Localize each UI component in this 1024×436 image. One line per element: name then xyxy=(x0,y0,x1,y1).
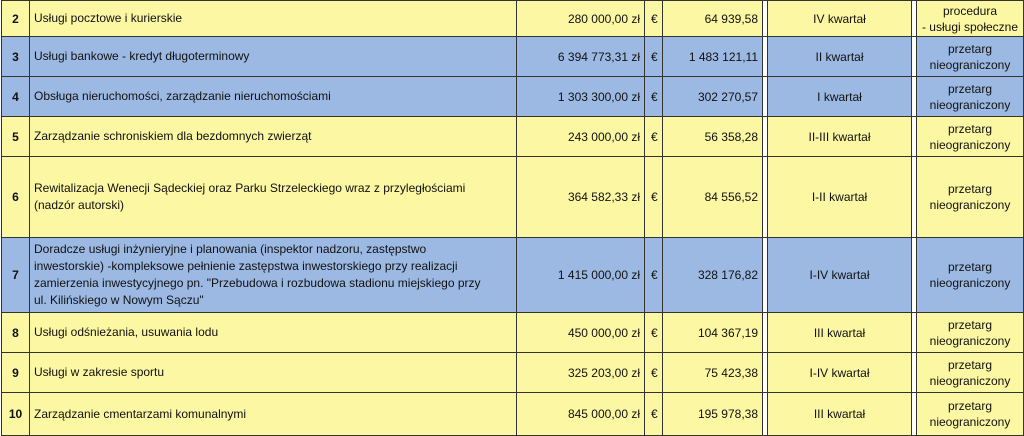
row-currency-symbol: € xyxy=(645,157,663,238)
row-number: 3 xyxy=(2,37,30,77)
row-procurement-mode: procedura - usługi społeczne xyxy=(917,1,1024,37)
row-amount-eur: 104 367,19 xyxy=(663,313,763,353)
row-currency-symbol: € xyxy=(645,117,663,157)
row-amount-pln: 364 582,33 zł xyxy=(517,157,645,238)
row-amount-eur: 328 176,82 xyxy=(663,238,763,313)
row-number: 6 xyxy=(2,157,30,238)
row-amount-pln: 1 303 300,00 zł xyxy=(517,77,645,117)
table-body xyxy=(2,1,1024,436)
table-row xyxy=(2,313,1024,353)
row-amount-pln: 845 000,00 zł xyxy=(517,393,645,436)
procurement-plan-table xyxy=(1,0,1024,436)
row-procurement-mode: przetarg nieograniczony xyxy=(917,238,1024,313)
row-procurement-mode: przetarg nieograniczony xyxy=(917,313,1024,353)
table-row xyxy=(2,157,1024,238)
row-quarter: II kwartał xyxy=(768,37,912,77)
row-quarter: I kwartał xyxy=(768,77,912,117)
row-description: Usługi bankowe - kredyt długoterminowy xyxy=(30,37,517,77)
row-description: Doradcze usługi inżynieryjne i planowania (inspektor nadzoru, zastępstwo inwestorskie) -kompleksowe pełnienie zastępstwa inwestorskiego przy realizacji zamierzenia inwestycyjnego pn. "Przebudowa i rozbudowa stadionu miejskiego przy ul. Kilińskiego w Nowym Sączu" xyxy=(30,238,517,313)
row-description: Zarządzanie cmentarzami komunalnymi xyxy=(30,393,517,436)
row-amount-pln: 450 000,00 zł xyxy=(517,313,645,353)
row-quarter: I-IV kwartał xyxy=(768,353,912,393)
row-description: Zarządzanie schroniskiem dla bezdomnych zwierząt xyxy=(30,117,517,157)
row-amount-pln: 1 415 000,00 zł xyxy=(517,238,645,313)
row-amount-eur: 64 939,58 xyxy=(663,1,763,37)
row-currency-symbol: € xyxy=(645,77,663,117)
row-amount-eur: 302 270,57 xyxy=(663,77,763,117)
row-currency-symbol: € xyxy=(645,238,663,313)
row-number: 10 xyxy=(2,393,30,436)
table-row xyxy=(2,1,1024,37)
row-amount-eur: 1 483 121,11 xyxy=(663,37,763,77)
row-amount-eur: 56 358,28 xyxy=(663,117,763,157)
row-procurement-mode: przetarg nieograniczony xyxy=(917,37,1024,77)
table-row xyxy=(2,393,1024,436)
row-currency-symbol: € xyxy=(645,37,663,77)
row-number: 4 xyxy=(2,77,30,117)
row-description: Usługi odśnieżania, usuwania lodu xyxy=(30,313,517,353)
table-row xyxy=(2,238,1024,313)
row-description: Rewitalizacja Wenecji Sądeckiej oraz Parku Strzeleckiego wraz z przyległościami (nadzór autorski) xyxy=(30,157,517,238)
row-currency-symbol: € xyxy=(645,1,663,37)
row-procurement-mode: przetarg nieograniczony xyxy=(917,353,1024,393)
table-row xyxy=(2,77,1024,117)
row-currency-symbol: € xyxy=(645,393,663,436)
row-currency-symbol: € xyxy=(645,353,663,393)
row-amount-pln: 243 000,00 zł xyxy=(517,117,645,157)
row-amount-eur: 195 978,38 xyxy=(663,393,763,436)
row-procurement-mode: przetarg nieograniczony xyxy=(917,77,1024,117)
row-amount-eur: 75 423,38 xyxy=(663,353,763,393)
row-currency-symbol: € xyxy=(645,313,663,353)
row-procurement-mode: przetarg nieograniczony xyxy=(917,157,1024,238)
row-quarter: I-II kwartał xyxy=(768,157,912,238)
row-amount-pln: 325 203,00 zł xyxy=(517,353,645,393)
row-quarter: III kwartał xyxy=(768,313,912,353)
row-description: Usługi w zakresie sportu xyxy=(30,353,517,393)
row-description: Obsługa nieruchomości, zarządzanie nieruchomościami xyxy=(30,77,517,117)
table-row xyxy=(2,353,1024,393)
table-row xyxy=(2,37,1024,77)
row-amount-pln: 6 394 773,31 zł xyxy=(517,37,645,77)
row-quarter: II-III kwartał xyxy=(768,117,912,157)
table-row xyxy=(2,117,1024,157)
row-number: 9 xyxy=(2,353,30,393)
row-description: Usługi pocztowe i kurierskie xyxy=(30,1,517,37)
row-amount-pln: 280 000,00 zł xyxy=(517,1,645,37)
row-quarter: III kwartał xyxy=(768,393,912,436)
row-quarter: IV kwartał xyxy=(768,1,912,37)
row-procurement-mode: przetarg nieograniczony xyxy=(917,393,1024,436)
row-number: 7 xyxy=(2,238,30,313)
row-amount-eur: 84 556,52 xyxy=(663,157,763,238)
row-number: 2 xyxy=(2,1,30,37)
row-procurement-mode: przetarg nieograniczony xyxy=(917,117,1024,157)
row-number: 8 xyxy=(2,313,30,353)
row-number: 5 xyxy=(2,117,30,157)
row-quarter: I-IV kwartał xyxy=(768,238,912,313)
